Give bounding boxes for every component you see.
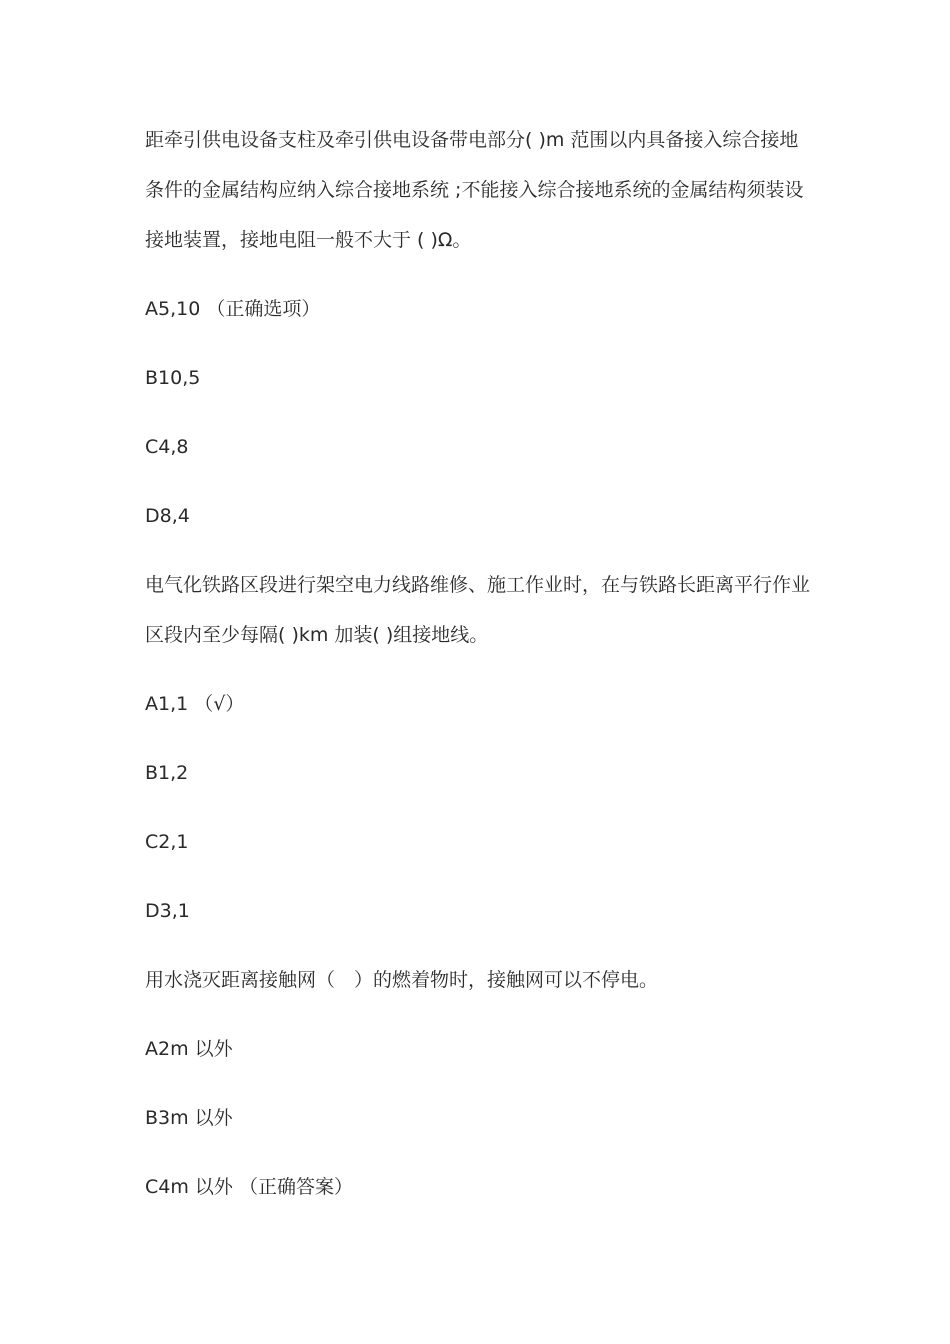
question-1-option-c: C4,8 xyxy=(145,436,189,458)
question-1-option-b: B10,5 xyxy=(145,367,201,389)
question-3-option-b: B3m 以外 xyxy=(145,1107,233,1129)
question-1-stem-line-1: 距牵引供电设备支柱及牵引供电设备带电部分( )m 范围以内具备接入综合接地 xyxy=(145,129,799,151)
question-2-option-c: C2,1 xyxy=(145,831,189,853)
question-3-option-a: A2m 以外 xyxy=(145,1038,233,1060)
question-2-stem-line-1: 电气化铁路区段进行架空电力线路维修、施工作业时，在与铁路长距离平行作业 xyxy=(145,574,811,596)
question-3-stem-line-1: 用水浇灭距离接触网（ ）的燃着物时，接触网可以不停电。 xyxy=(145,969,659,991)
question-2-option-b: B1,2 xyxy=(145,762,189,784)
question-1-stem-line-2: 条件的金属结构应纳入综合接地系统 ;不能接入综合接地系统的金属结构须装设 xyxy=(145,179,804,201)
question-1-option-a: A5,10 （正确选项） xyxy=(145,298,321,320)
question-2-stem-line-2: 区段内至少每隔( )km 加装( )组接地线。 xyxy=(145,624,489,646)
question-1-stem-line-3: 接地装置，接地电阻一般不大于 ( )Ω。 xyxy=(145,229,472,251)
question-2-option-d: D3,1 xyxy=(145,900,190,922)
question-3-option-c: C4m 以外 （正确答案） xyxy=(145,1176,353,1198)
question-1-option-d: D8,4 xyxy=(145,505,190,527)
question-2-option-a: A1,1 （√） xyxy=(145,693,245,715)
